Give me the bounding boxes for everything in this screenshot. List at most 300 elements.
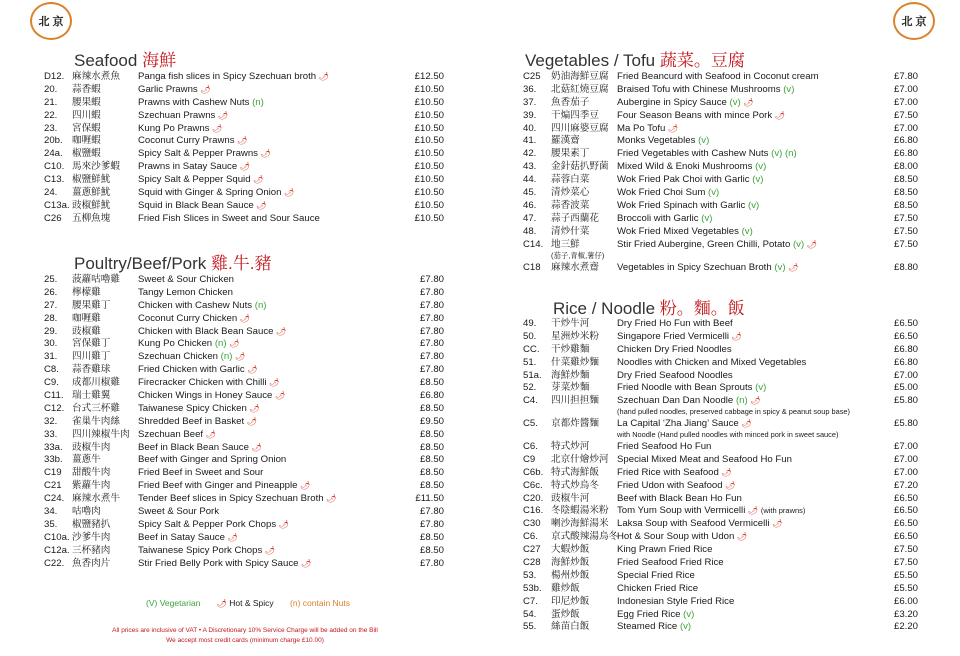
item-number: 53b. bbox=[523, 582, 542, 594]
menu-item bbox=[523, 544, 918, 557]
item-english-name bbox=[617, 97, 754, 110]
item-chinese-name: 瑞士雞翼 bbox=[72, 390, 111, 402]
item-number: C12a. bbox=[44, 544, 70, 556]
nuts-mark: (n) bbox=[784, 148, 797, 160]
item-english-name bbox=[138, 200, 267, 213]
item-number: 31. bbox=[44, 351, 58, 363]
item-english-name bbox=[617, 370, 733, 383]
item-chinese-name: 麻辣水煮魚 bbox=[72, 71, 120, 82]
item-price: £10.50 bbox=[414, 148, 444, 160]
chili-icon: 🌶︎ bbox=[326, 494, 337, 504]
item-number: 33b. bbox=[44, 454, 63, 466]
chili-icon: 🌶︎ bbox=[212, 123, 223, 133]
item-chinese-name: 椒鹽豬扒 bbox=[72, 518, 111, 530]
item-price: £8.50 bbox=[419, 531, 444, 543]
menu-item bbox=[44, 274, 444, 287]
item-english-name bbox=[617, 84, 794, 97]
item-chinese-name: 清炒什菜 bbox=[551, 225, 590, 237]
item-english-name bbox=[138, 313, 250, 326]
item-chinese-name: 雀巢牛肉絲 bbox=[72, 415, 120, 427]
item-name-text: Fried Noodle with Bean Sprouts bbox=[617, 382, 753, 394]
item-number: C8. bbox=[44, 364, 59, 376]
item-name-text: Stir Fried Aubergine, Green Chilli, Potato bbox=[617, 238, 791, 250]
item-name-text: Coconut Curry Prawns bbox=[138, 135, 235, 147]
vegetarian-mark: (v) bbox=[792, 238, 805, 250]
item-number: 55. bbox=[523, 621, 537, 633]
item-english-name bbox=[138, 338, 239, 351]
menu-item bbox=[44, 506, 444, 519]
item-chinese-name: 麻辣水煮牛 bbox=[72, 493, 120, 505]
vegetarian-mark: (v) bbox=[683, 608, 695, 620]
restaurant-logo-right bbox=[893, 2, 935, 40]
item-price: £7.80 bbox=[419, 506, 444, 518]
chili-icon: 🌶︎ bbox=[200, 84, 211, 94]
item-name-text: Singapore Fried Vermicelli bbox=[617, 330, 729, 342]
item-name-text: Beef in Black Bean Sauce bbox=[138, 441, 249, 453]
logo-char-2: 京 bbox=[915, 14, 927, 28]
section-title-rice bbox=[553, 294, 745, 319]
item-chinese-name: 絲苗白飯 bbox=[551, 621, 590, 633]
item-price: £6.80 bbox=[893, 343, 918, 355]
sub-note-text: with Noodle (Hand pulled noodles with minced pork in sweet sauce) bbox=[617, 430, 839, 439]
item-price: £7.00 bbox=[893, 466, 918, 478]
item-english-name bbox=[617, 135, 709, 148]
item-english-name bbox=[138, 161, 250, 174]
item-number: 39. bbox=[523, 109, 537, 121]
item-price: £8.50 bbox=[419, 441, 444, 453]
item-english-name bbox=[617, 262, 798, 275]
item-price: £8.50 bbox=[419, 402, 444, 414]
item-english-name bbox=[138, 364, 257, 377]
item-number: C30 bbox=[523, 518, 541, 530]
item-number: C12. bbox=[44, 402, 65, 414]
vegetarian-mark: (v) bbox=[755, 161, 767, 173]
menu-item bbox=[523, 135, 918, 148]
item-chinese-name: 四川蝦 bbox=[72, 109, 101, 121]
menu-item bbox=[44, 429, 444, 442]
item-price: £6.50 bbox=[893, 318, 918, 329]
logo-char-1: 北 bbox=[901, 14, 913, 28]
item-number: C27 bbox=[523, 544, 541, 556]
item-price: £8.50 bbox=[893, 174, 918, 186]
menu-item bbox=[44, 326, 444, 339]
sub-note-text: (hand pulled noodles, preserved cabbage in spicy & peanut soup base) bbox=[617, 407, 850, 416]
seafood-list bbox=[44, 71, 444, 226]
menu-item bbox=[44, 377, 444, 390]
item-price: £8.80 bbox=[893, 262, 918, 273]
menu-item bbox=[523, 213, 918, 226]
item-name-text: Ma Po Tofu bbox=[617, 122, 666, 134]
vegetarian-mark: (v) bbox=[729, 96, 741, 108]
item-name-text: Squid with Ginger & Spring Onion bbox=[138, 187, 282, 199]
item-chinese-name: 台式三杯雞 bbox=[72, 402, 120, 414]
item-name-text: Egg Fried Rice bbox=[617, 608, 681, 620]
vegetarian-mark: (v) bbox=[701, 212, 713, 224]
menu-item bbox=[523, 357, 918, 370]
item-number: 28. bbox=[44, 312, 58, 324]
item-number: C18 bbox=[523, 262, 541, 273]
menu-item bbox=[523, 97, 918, 110]
menu-item bbox=[44, 174, 444, 187]
chili-icon: 🌶︎ bbox=[260, 149, 271, 159]
item-name-text: Fried Rice with Seafood bbox=[617, 466, 719, 478]
item-chinese-name: 京式酸辣湯烏冬 bbox=[551, 531, 619, 543]
logo-char-1: 北 bbox=[38, 14, 50, 28]
item-chinese-name: 沙爹牛肉 bbox=[72, 531, 111, 543]
menu-item bbox=[523, 84, 918, 97]
title-en: Seafood bbox=[74, 51, 138, 70]
item-number: C5. bbox=[523, 418, 538, 429]
item-chinese-name: 四川雞丁 bbox=[72, 351, 111, 363]
item-english-name bbox=[138, 519, 289, 532]
item-english-name bbox=[617, 357, 806, 370]
item-name-text: Sweet & Sour Pork bbox=[138, 506, 220, 518]
item-english-name bbox=[617, 418, 752, 431]
rice-c5 bbox=[523, 418, 918, 431]
item-number: 24. bbox=[44, 187, 58, 199]
item-name-text: Wok Fried Pak Choi with Garlic bbox=[617, 174, 750, 186]
item-price: £6.50 bbox=[893, 330, 918, 342]
item-price: £7.00 bbox=[893, 83, 918, 95]
item-name-text: Prawns with Cashew Nuts bbox=[138, 96, 250, 108]
menu-item bbox=[44, 313, 444, 326]
item-price: £7.50 bbox=[893, 238, 918, 250]
item-number: 53. bbox=[523, 569, 537, 581]
item-english-name bbox=[138, 71, 329, 84]
menu-item bbox=[44, 187, 444, 200]
section-title-seafood bbox=[74, 46, 176, 71]
chili-icon: 🌶︎ bbox=[278, 519, 289, 529]
item-chinese-name: 咖喱雞 bbox=[72, 312, 101, 324]
item-chinese-name: 宮保蝦 bbox=[72, 122, 101, 134]
menu-item bbox=[523, 441, 918, 454]
item-number: 44. bbox=[523, 174, 537, 186]
item-chinese-name: 星洲炒米粉 bbox=[551, 330, 599, 342]
item-english-name bbox=[617, 557, 724, 570]
item-chinese-name: 菠蘿咕嚕雞 bbox=[72, 274, 120, 285]
item-chinese-name: 地三鮮 bbox=[551, 238, 580, 250]
item-chinese-name: 蒜香蝦 bbox=[72, 83, 101, 95]
item-english-name bbox=[138, 97, 264, 110]
chili-icon: 🌶︎ bbox=[276, 326, 287, 336]
menu-item bbox=[523, 570, 918, 583]
vegetarian-mark: (v) bbox=[755, 382, 767, 394]
menu-item bbox=[523, 583, 918, 596]
item-number: 27. bbox=[44, 299, 58, 311]
vegetarian-mark: (v) bbox=[708, 187, 720, 199]
item-name-text: Kung Po Chicken bbox=[138, 338, 213, 350]
menu-item bbox=[44, 161, 444, 174]
chili-icon: 🌶︎ bbox=[227, 532, 238, 542]
item-name-text: Kung Po Prawns bbox=[138, 122, 210, 134]
item-name-text: Hot & Sour Soup with Udon bbox=[617, 531, 735, 543]
item-price: £11.50 bbox=[415, 493, 444, 505]
item-price: £9.50 bbox=[419, 415, 444, 427]
menu-item bbox=[523, 239, 918, 252]
item-number: 51a. bbox=[523, 369, 542, 381]
menu-item bbox=[44, 403, 444, 416]
vegetarian-mark: (v) bbox=[698, 135, 710, 147]
item-price: £5.80 bbox=[893, 395, 918, 407]
item-chinese-name: 干煸四季豆 bbox=[551, 109, 599, 121]
item-price: £7.00 bbox=[893, 453, 918, 465]
item-number: 33. bbox=[44, 428, 58, 440]
item-name-text: Garlic Prawns bbox=[138, 83, 198, 95]
item-name-text: Squid in Black Bean Sauce bbox=[138, 199, 254, 211]
item-name-text: Aubergine in Spicy Sauce bbox=[617, 96, 727, 108]
item-number: C6c. bbox=[523, 479, 543, 491]
chili-icon: 🌶︎ bbox=[668, 123, 679, 133]
item-price: £2.20 bbox=[893, 621, 918, 633]
chili-icon: 🌶︎ bbox=[216, 599, 227, 608]
item-price: £7.80 bbox=[419, 325, 444, 337]
item-chinese-name: 芽菜炒麵 bbox=[551, 382, 590, 394]
item-chinese-name: 清炒菜心 bbox=[551, 187, 590, 199]
item-chinese-name: 五柳魚塊 bbox=[72, 212, 111, 224]
menu-item bbox=[44, 519, 444, 532]
item-chinese-name: 魚香肉片 bbox=[72, 557, 111, 569]
item-chinese-name: 北菇紅燒豆腐 bbox=[551, 83, 609, 95]
logo-char-2: 京 bbox=[52, 14, 64, 28]
menu-item bbox=[44, 390, 444, 403]
rice-list bbox=[523, 318, 918, 408]
chili-icon: 🌶︎ bbox=[788, 263, 799, 272]
vegetarian-mark: (v) bbox=[679, 621, 692, 633]
item-price: £7.50 bbox=[893, 212, 918, 224]
item-price: £5.80 bbox=[893, 418, 918, 429]
item-number: C13. bbox=[44, 174, 65, 186]
menu-item bbox=[44, 532, 444, 545]
item-extra-note: (with prawns) bbox=[760, 506, 806, 516]
menu-item bbox=[44, 213, 444, 226]
menu-item bbox=[523, 226, 918, 239]
item-english-name bbox=[138, 545, 275, 558]
item-chinese-name: 魚香茄子 bbox=[551, 96, 590, 108]
item-name-text: Szechuan Prawns bbox=[138, 109, 216, 121]
item-number: 20b. bbox=[44, 135, 63, 147]
item-name-text: Fried Beef with Ginger and Pineapple bbox=[138, 480, 298, 492]
item-name-text: Taiwanese Spicy Chicken bbox=[138, 402, 247, 414]
item-name-text: Fried Udon with Seafood bbox=[617, 479, 723, 491]
item-chinese-name: 宮保雞丁 bbox=[72, 338, 111, 350]
item-name-text: Laksa Soup with Seafood Vermicelli bbox=[617, 518, 770, 530]
item-price: £10.50 bbox=[414, 122, 444, 134]
item-price: £6.00 bbox=[893, 595, 918, 607]
sub-note-text: (茄子,青椒,薯仔) bbox=[551, 251, 605, 260]
item-chinese-name: 四川辣椒牛肉 bbox=[72, 428, 130, 440]
item-price: £6.50 bbox=[893, 505, 918, 517]
item-chinese-name: 奶油海鮮豆腐 bbox=[551, 71, 609, 82]
menu-item bbox=[523, 187, 918, 200]
item-chinese-name: 馬來沙爹蝦 bbox=[72, 161, 120, 173]
menu-item bbox=[523, 370, 918, 383]
item-price: £8.50 bbox=[419, 454, 444, 466]
item-number: 26. bbox=[44, 286, 58, 298]
item-price: £8.50 bbox=[419, 544, 444, 556]
item-name-text: Wok Fried Spinach with Garlic bbox=[617, 199, 746, 211]
menu-item bbox=[44, 84, 444, 97]
item-name-text: Monks Vegetables bbox=[617, 135, 696, 147]
item-chinese-name: 干炒雞麵 bbox=[551, 343, 590, 355]
menu-item bbox=[523, 609, 918, 622]
item-name-text: Chicken with Black Bean Sauce bbox=[138, 325, 274, 337]
chili-icon: 🌶︎ bbox=[246, 416, 257, 426]
title-zh: 雞.牛.豬 bbox=[211, 254, 272, 273]
item-chinese-name: 麻辣水煮齋 bbox=[551, 262, 599, 273]
item-english-name bbox=[617, 318, 733, 331]
chili-icon: 🌶︎ bbox=[743, 97, 754, 107]
title-zh: 粉。麵。飯 bbox=[659, 299, 745, 318]
vegetarian-mark: (v) bbox=[748, 199, 760, 211]
chili-icon: 🌶︎ bbox=[229, 339, 240, 349]
item-number: 23. bbox=[44, 122, 58, 134]
c14-sub-note bbox=[551, 251, 604, 261]
item-english-name bbox=[138, 454, 286, 467]
item-english-name bbox=[617, 382, 766, 395]
chili-icon: 🌶︎ bbox=[239, 162, 251, 172]
item-number: C13a. bbox=[44, 199, 70, 211]
menu-item bbox=[44, 416, 444, 429]
item-number: C4. bbox=[523, 395, 538, 407]
item-chinese-name: 蒜香雞球 bbox=[72, 364, 111, 376]
item-name-text: Tom Yum Soup with Vermicelli bbox=[617, 505, 746, 517]
item-name-text: Mixed Wild & Enoki Mushrooms bbox=[617, 161, 753, 173]
item-number: C11. bbox=[44, 390, 64, 402]
chili-icon: 🌶︎ bbox=[218, 110, 229, 120]
item-chinese-name: 檸檬雞 bbox=[72, 286, 101, 298]
item-english-name bbox=[617, 200, 759, 213]
menu-item bbox=[523, 318, 918, 331]
item-name-text: Chicken with Cashew Nuts bbox=[138, 299, 253, 311]
item-name-text: Fried Beancurd with Seafood in Coconut cream bbox=[617, 71, 819, 82]
item-english-name bbox=[138, 174, 263, 187]
item-number: C6. bbox=[523, 531, 538, 543]
title-zh: 蔬菜。豆腐 bbox=[659, 51, 745, 70]
item-number: C21 bbox=[44, 480, 62, 492]
menu-item bbox=[523, 344, 918, 357]
item-chinese-name: 楊州炒飯 bbox=[551, 569, 590, 581]
item-price: £7.00 bbox=[893, 441, 918, 452]
item-price: £7.80 bbox=[419, 351, 444, 363]
menu-item bbox=[523, 123, 918, 136]
restaurant-logo-left bbox=[30, 2, 72, 40]
item-price: £10.50 bbox=[414, 96, 444, 108]
item-price: £7.00 bbox=[893, 122, 918, 134]
item-chinese-name: 蛋炒飯 bbox=[551, 608, 580, 620]
item-name-text: Beef with Ginger and Spring Onion bbox=[138, 454, 287, 466]
item-english-name bbox=[617, 454, 792, 467]
item-name-text: Noodles with Chicken and Mixed Vegetables bbox=[617, 356, 807, 368]
item-number: 24a. bbox=[44, 148, 63, 160]
item-chinese-name: 豉椒雞 bbox=[72, 325, 101, 337]
chili-icon: 🌶︎ bbox=[264, 545, 276, 555]
item-english-name bbox=[617, 213, 712, 226]
item-price: £8.50 bbox=[419, 428, 444, 440]
item-number: C16. bbox=[523, 505, 544, 517]
item-number: 41. bbox=[523, 135, 537, 147]
menu-item bbox=[44, 110, 444, 123]
item-name-text: Indonesian Style Fried Rice bbox=[617, 595, 735, 607]
item-chinese-name: 特式炒河 bbox=[551, 441, 590, 452]
vegetarian-mark: (v) bbox=[771, 148, 783, 160]
item-english-name bbox=[617, 161, 766, 174]
nuts-mark: (n) bbox=[254, 299, 267, 311]
item-chinese-name: 四川麻婆豆腐 bbox=[551, 122, 609, 134]
item-number: C9 bbox=[523, 453, 536, 465]
chili-icon: 🌶︎ bbox=[301, 558, 312, 568]
item-name-text: Coconut Curry Chicken bbox=[138, 312, 238, 324]
item-name-text: Panga fish slices in Spicy Szechuan broth bbox=[138, 71, 317, 82]
chili-icon: 🌶︎ bbox=[300, 481, 311, 491]
item-english-name bbox=[138, 416, 257, 429]
item-chinese-name: 特式炒烏冬 bbox=[551, 479, 599, 491]
item-english-name bbox=[138, 390, 285, 403]
item-price: £6.80 bbox=[893, 148, 918, 160]
item-english-name bbox=[617, 570, 695, 583]
item-name-text: Steamed Rice bbox=[617, 621, 678, 633]
item-english-name bbox=[617, 596, 734, 609]
item-price: £5.50 bbox=[893, 582, 918, 594]
item-price: £10.50 bbox=[414, 83, 444, 95]
item-english-name bbox=[617, 531, 747, 544]
menu-item bbox=[44, 364, 444, 377]
item-chinese-name: 腰果雞丁 bbox=[72, 299, 111, 311]
item-name-text: Special Fried Rice bbox=[617, 569, 695, 581]
chili-icon: 🌶︎ bbox=[249, 403, 260, 413]
item-chinese-name: 咕嚕肉 bbox=[72, 506, 101, 518]
item-number: CC. bbox=[523, 343, 540, 355]
item-chinese-name: 豉椒牛肉 bbox=[72, 441, 111, 453]
chili-icon: 🌶︎ bbox=[205, 429, 216, 439]
item-number: 35. bbox=[44, 518, 58, 530]
item-name-text: Fried Seafood Ho Fun bbox=[617, 441, 712, 452]
item-number: 54. bbox=[523, 608, 537, 620]
item-price: £7.00 bbox=[893, 96, 918, 108]
c4-sub-note bbox=[617, 407, 850, 417]
item-price: £7.80 bbox=[893, 71, 918, 82]
item-chinese-name: 甜酸牛肉 bbox=[72, 467, 111, 479]
item-price: £7.80 bbox=[419, 557, 444, 569]
item-price: £7.80 bbox=[419, 364, 444, 376]
item-english-name bbox=[138, 493, 336, 506]
item-name-text: King Prawn Fried Rice bbox=[617, 544, 713, 556]
item-name-text: Tangy Lemon Chicken bbox=[138, 286, 233, 298]
item-number: 48. bbox=[523, 225, 537, 237]
item-price: £7.80 bbox=[419, 518, 444, 530]
item-number: 42. bbox=[523, 148, 537, 160]
item-english-name bbox=[138, 326, 286, 339]
item-number: 25. bbox=[44, 274, 58, 285]
menu-item bbox=[523, 518, 918, 531]
title-zh: 海鮮 bbox=[142, 51, 177, 70]
chili-icon: 🌶︎ bbox=[251, 442, 262, 452]
menu-item bbox=[44, 442, 444, 455]
item-number: 36. bbox=[523, 83, 537, 95]
item-english-name bbox=[138, 148, 271, 161]
menu-item bbox=[523, 148, 918, 161]
item-name-text: Braised Tofu with Chinese Mushrooms bbox=[617, 83, 781, 95]
menu-item bbox=[44, 545, 444, 558]
item-price: £10.50 bbox=[414, 109, 444, 121]
chili-icon: 🌶︎ bbox=[235, 352, 246, 362]
chili-icon: 🌶︎ bbox=[318, 72, 329, 81]
menu-item bbox=[44, 338, 444, 351]
item-english-name bbox=[617, 544, 712, 557]
section-title-vegetables bbox=[525, 46, 745, 71]
item-chinese-name: 紫蘿牛肉 bbox=[72, 480, 111, 492]
vegetarian-mark: (v) bbox=[741, 225, 753, 237]
item-number: C14. bbox=[523, 238, 544, 250]
